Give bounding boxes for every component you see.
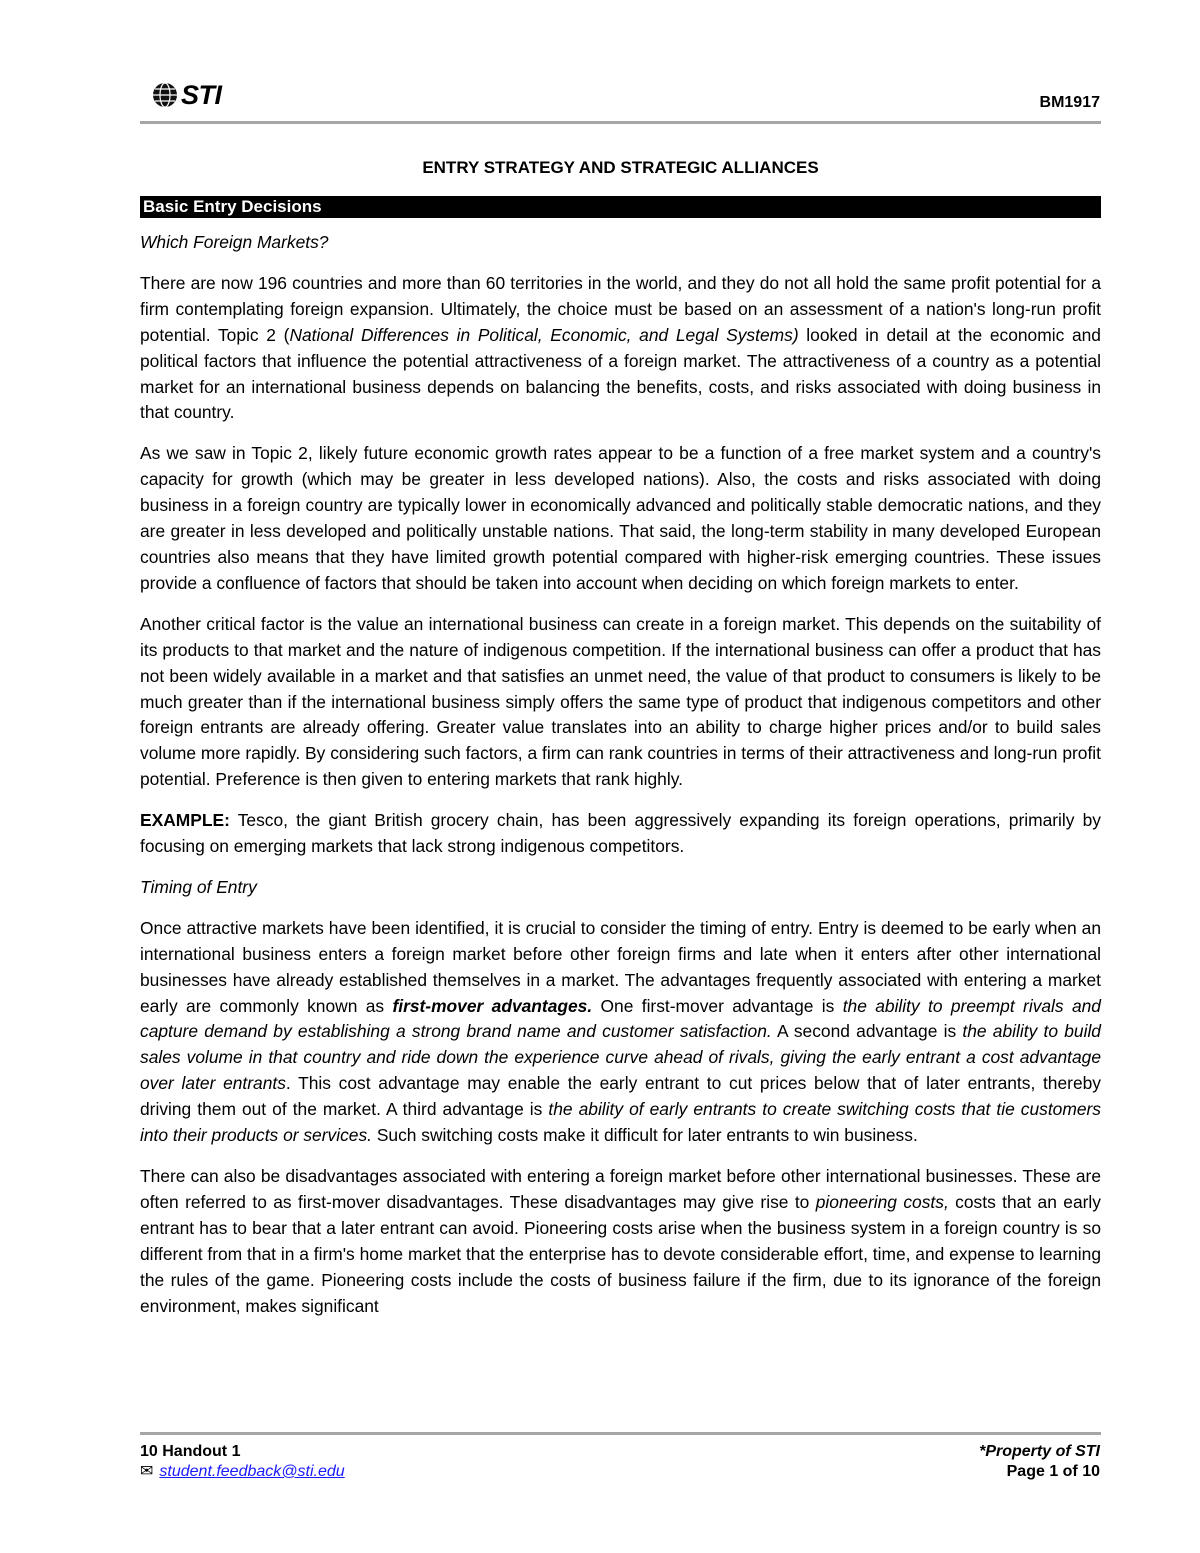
paragraph-5: There can also be disadvantages associated with entering a foreign market before other international businesses. These are often referred to as first-mover disadvantages. These disadvantages may give rise to pioneering costs, costs that an early entrant has to bear that a later entrant can avoid. Pioneering costs arise when the business system in a foreign country is so different from that in a firm's home market that the enterprise has to devote considerable effort, time, and expense to learning the rules of the game. Pioneering costs include the costs of business failure if the firm, due to its ignorance of the foreign environment, makes significant [140,1166,1101,1316]
document-body [140,230,1101,1334]
page-number: Page 1 of 10 [1006,1463,1100,1480]
document-title: ENTRY STRATEGY AND STRATEGIC ALLIANCES [422,158,819,177]
footer-divider [140,1432,1101,1435]
feedback-email-row [140,1462,345,1482]
paragraph-3: Another critical factor is the value an international business can create in a foreign market. This depends on the suitability of its products to that market and the nature of indigenous competition. If the international business can offer a product that has not been widely available in a market and that satisfies an unmet need, the value of that product to consumers is likely to be much greater than if the international business simply offers the same type of product that indigenous competitors and other foreign entrants are already offering. Greater value translates into an ability to charge higher prices and/or to build sales volume more rapidly. By considering such factors, a firm can rank countries in terms of their attractiveness and long-run profit potential. Preference is then given to entering markets that rank highly. [140,613,1101,790]
paragraph-1: There are now 196 countries and more than 60 territories in the world, and they do not all hold the same profit potential for a firm contemplating foreign expansion. Ultimately, the choice must be based on an assessment of a nation's long-run profit potential. Topic 2 (National Differences in Political, Economic, and Legal Systems) looked in detail at the economic and political factors that influence the potential attractiveness of a foreign market. The attractiveness of a country as a potential market for an international business depends on balancing the benefits, costs, and risks associated with doing business in that country. [140,272,1101,423]
course-code: BM1917 [1039,94,1100,111]
feedback-email-link[interactable]: student.feedback@sti.edu [159,1463,345,1480]
header-divider [140,121,1101,124]
paragraph-4: Once attractive markets have been identified, it is crucial to consider the timing of entry. Entry is deemed to be early when an international business enters a foreign market before other foreign firms and late when it enters after other international businesses have already established themselves in a market. The advantages frequently associated with entering a market early are commonly known as first-mover advantages. One first-mover advantage is the ability to preempt rivals and capture demand by establishing a strong brand name and customer satisfaction. A second advantage is the ability to build sales volume in that country and ride down the experience curve ahead of rivals, giving the early entrant a cost advantage over later entrants. This cost advantage may enable the early entrant to cut prices below that of later entrants, thereby driving them out of the market. A third advantage is the ability of early entrants to create switching costs that tie customers into their products or services. Such switching costs make it difficult for later entrants to win business. [140,917,1101,1146]
property-notice: *Property of STI [979,1443,1100,1460]
sti-logo [152,80,222,110]
logo-text: STI [181,80,222,110]
subheading-timing: Timing of Entry [140,876,257,897]
envelope-icon: ✉ [140,1463,154,1480]
subheading-foreign-markets: Which Foreign Markets? [140,232,329,252]
section-heading: Basic Entry Decisions [140,196,1101,218]
example-paragraph: EXAMPLE: Tesco, the giant British grocery chain, has been aggressively expanding its foreign operations, primarily by focusing on emerging markets that lack strong indigenous competitors. [140,810,1101,857]
paragraph-2: As we saw in Topic 2, likely future economic growth rates appear to be a function of a free market system and a country's capacity for growth (which may be greater in less developed nations). Also, the costs and risks associated with doing business in a foreign country are typically lower in economically advanced and politically stable democratic nations, and they are greater in less developed and politically unstable nations. That said, the long-term stability in many developed European countries also means that they have limited growth potential compared with higher-risk emerging countries. These issues provide a confluence of factors that should be taken into account when deciding on which foreign markets to enter. [140,443,1101,593]
globe-icon [152,82,178,108]
handout-label: 10 Handout 1 [140,1443,241,1460]
example-label: EXAMPLE: [140,810,230,831]
